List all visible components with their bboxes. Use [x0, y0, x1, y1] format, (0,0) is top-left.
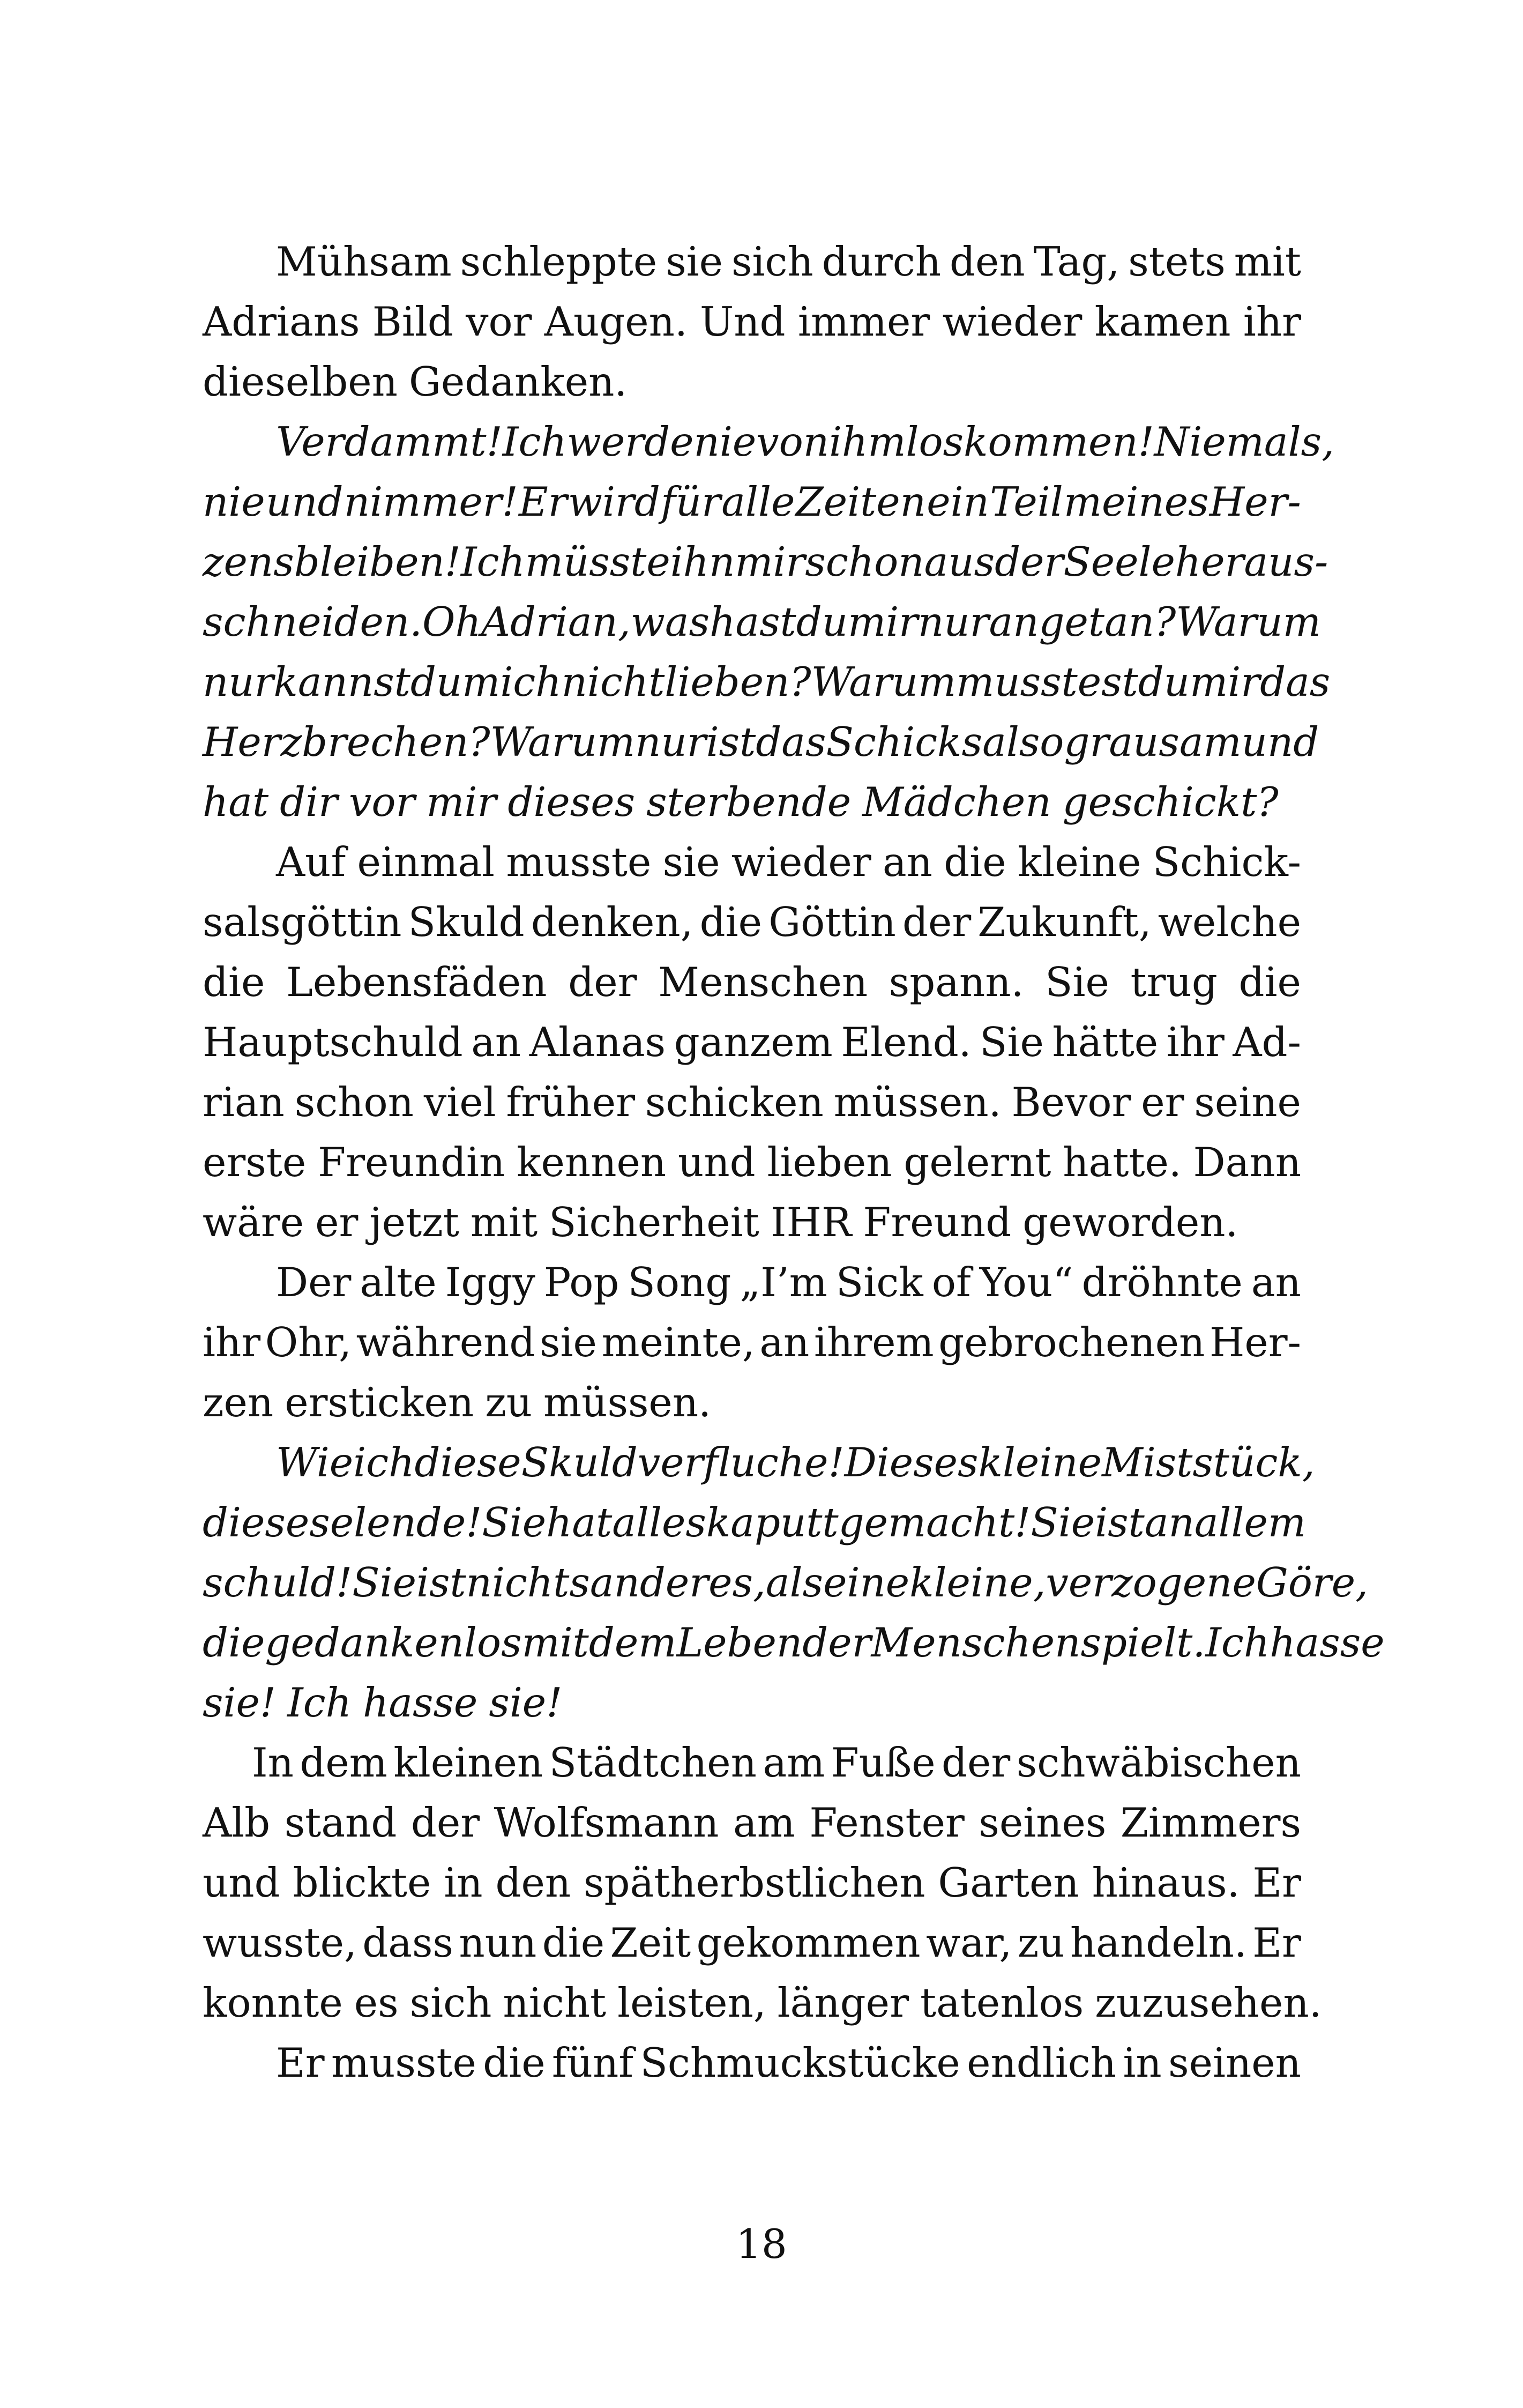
word: Elend.	[841, 1019, 972, 1066]
word: ganzem	[674, 1019, 833, 1066]
word: mit	[521, 1619, 589, 1666]
word: du	[796, 598, 848, 645]
word: durch	[822, 238, 942, 285]
word: musste	[506, 838, 652, 886]
text-line	[203, 1552, 1368, 1612]
word: Dieses	[844, 1439, 979, 1486]
text-line	[203, 1312, 1301, 1372]
word: Mädchen	[862, 778, 1051, 826]
word: zu	[1017, 1919, 1065, 1966]
word: Leben	[676, 1619, 803, 1666]
word: Gedanken.	[408, 358, 628, 405]
word: war,	[925, 1919, 1012, 1966]
word: mir	[426, 778, 497, 826]
word: müsste	[525, 538, 670, 585]
word: kleine	[978, 1439, 1102, 1486]
word: schleppte	[460, 238, 658, 285]
word: sie!	[203, 1679, 276, 1726]
word: Ad-	[1233, 1019, 1301, 1066]
word: kleine,	[909, 1559, 1046, 1606]
word: Lebensfäden	[286, 958, 547, 1006]
text-line	[203, 1132, 1301, 1192]
text-line	[203, 2033, 1301, 2093]
word: so	[1019, 718, 1064, 765]
text-line	[203, 652, 1331, 712]
word: hasse	[1270, 1619, 1385, 1666]
word: müssen.	[833, 1079, 1002, 1126]
word: „I’m	[740, 1259, 827, 1306]
word: ihn	[670, 538, 735, 585]
word: denken,	[531, 898, 693, 946]
word: ist	[706, 718, 756, 765]
word: Augen.	[544, 298, 688, 345]
word: dir	[280, 778, 338, 826]
word: spann.	[889, 958, 1024, 1006]
word: mir	[1190, 658, 1260, 705]
word: seine	[1194, 1079, 1301, 1126]
word: gelernt	[904, 1139, 1051, 1186]
text-line	[203, 1853, 1301, 1913]
word: handeln.	[1070, 1919, 1247, 1966]
word: Und	[700, 298, 786, 345]
word: heraus-	[1175, 538, 1328, 585]
word: Warum	[1176, 598, 1321, 645]
word: nur	[918, 598, 989, 645]
word: zu	[485, 1379, 533, 1426]
text-line	[203, 1072, 1301, 1132]
word: die	[1238, 958, 1301, 1006]
word: und	[1241, 718, 1319, 765]
word: wäre	[203, 1199, 304, 1246]
word: am	[763, 1739, 825, 1786]
word: Sie	[1045, 958, 1109, 1006]
text-line	[203, 1432, 1315, 1492]
text-line	[203, 292, 1301, 352]
word: seines	[979, 1799, 1107, 1846]
word: von	[756, 418, 830, 465]
word: schuld!	[203, 1559, 353, 1606]
word: Adrian,	[481, 598, 631, 645]
word: schicken	[645, 1079, 824, 1126]
word: Wolfsmann	[494, 1799, 719, 1846]
word: an	[882, 838, 932, 886]
word: schon	[294, 1079, 414, 1126]
body-text	[203, 232, 1385, 2093]
word: das	[1260, 658, 1331, 705]
word: an	[1251, 1259, 1301, 1306]
word: meines	[1063, 478, 1209, 525]
word: mir	[735, 538, 805, 585]
word: ihr	[203, 1319, 261, 1366]
word: mich	[462, 658, 562, 705]
word: der	[802, 1619, 871, 1666]
word: konnte	[203, 1979, 343, 2026]
word: du	[410, 658, 462, 705]
word: nimmer!	[344, 478, 518, 525]
text-line	[203, 472, 1301, 532]
word: mit	[1234, 238, 1301, 285]
word: gedankenlos	[265, 1619, 522, 1666]
word: dieselben	[203, 358, 398, 405]
word: Teil	[990, 478, 1063, 525]
word: der	[410, 1799, 480, 1846]
word: die	[203, 958, 265, 1006]
word: wusste,	[203, 1919, 357, 1966]
word: Fenster	[809, 1799, 965, 1846]
word: Ich	[502, 418, 567, 465]
word: lieben	[767, 1139, 892, 1186]
word: angetan?	[989, 598, 1176, 645]
word: Niemals,	[1154, 418, 1334, 465]
word: stand	[284, 1799, 397, 1846]
word: sie	[540, 1319, 597, 1366]
word: hast	[710, 598, 796, 645]
word: In	[252, 1739, 294, 1786]
word: spätherbstlichen	[584, 1859, 925, 1906]
word: früher	[506, 1079, 635, 1126]
word: mit	[470, 1199, 538, 1246]
word: ich	[353, 1439, 415, 1486]
word: Fuße	[831, 1739, 936, 1786]
word: seinen	[1168, 2039, 1301, 2086]
word: Zukunft,	[977, 898, 1152, 946]
word: IHR	[770, 1199, 852, 1246]
word: Schmuckstücke	[640, 2039, 960, 2086]
word: dem	[300, 1739, 387, 1786]
word: ihm	[829, 418, 906, 465]
text-line	[203, 232, 1301, 292]
word: kleine	[1017, 838, 1141, 886]
word: ihrem	[814, 1319, 934, 1366]
text-line	[203, 712, 1319, 772]
word: Hauptschuld	[203, 1019, 463, 1066]
word: nun	[459, 1919, 537, 1966]
text-line	[203, 1612, 1385, 1673]
word: blickte	[293, 1859, 431, 1906]
word: anderes,	[589, 1559, 766, 1606]
word: Städtchen	[549, 1739, 757, 1786]
text-line	[203, 532, 1328, 592]
word: Ich	[1205, 1619, 1270, 1666]
word: Er	[276, 2039, 325, 2086]
word: Skuld	[521, 1439, 638, 1486]
word: sie	[662, 838, 720, 886]
word: sterbende	[646, 778, 852, 826]
word: und	[203, 1859, 280, 1906]
word: endlich	[967, 2039, 1117, 2086]
text-line	[203, 1913, 1301, 1973]
word: erste	[203, 1139, 307, 1186]
word: was	[630, 598, 710, 645]
word: jetzt	[369, 1199, 459, 1246]
word: nie	[203, 478, 265, 525]
word: er	[1141, 1079, 1184, 1126]
word: kannst	[273, 658, 410, 705]
word: zen	[203, 1379, 274, 1426]
word: stets	[1128, 238, 1226, 285]
word: ihr	[1166, 1019, 1225, 1066]
word: am	[733, 1799, 795, 1846]
word: länger	[777, 1979, 909, 2026]
word: ist	[1095, 1499, 1145, 1546]
word: diese	[414, 1439, 521, 1486]
text-line	[203, 1012, 1301, 1072]
word: Er	[518, 478, 568, 525]
text-line	[203, 412, 1334, 472]
word: Song	[628, 1259, 731, 1306]
word: Pop	[543, 1259, 619, 1306]
word: es	[354, 1979, 399, 2026]
word: Adrians	[203, 298, 360, 345]
word: Tag,	[1033, 238, 1120, 285]
word: nicht	[561, 658, 665, 705]
word: werde	[566, 418, 694, 465]
word: You“	[979, 1259, 1073, 1306]
word: immer	[797, 298, 930, 345]
word: Göre,	[1256, 1559, 1368, 1606]
word: kamen	[1094, 298, 1231, 345]
text-line	[203, 772, 1301, 832]
word: und	[678, 1139, 756, 1186]
word: hätte	[1052, 1019, 1159, 1066]
word: leisten,	[617, 1979, 766, 2026]
text-line	[203, 1733, 1301, 1793]
word: mir	[848, 598, 919, 645]
word: geworden.	[1022, 1199, 1238, 1246]
word: gekommen	[696, 1919, 921, 1966]
word: Iggy	[445, 1259, 535, 1306]
word: in	[444, 1859, 483, 1906]
word: das	[756, 718, 826, 765]
word: meinte,	[601, 1319, 755, 1366]
text-line	[203, 1192, 1301, 1252]
word: Herz	[203, 718, 302, 765]
word: Freundin	[318, 1139, 505, 1186]
word: schon	[805, 538, 924, 585]
word: nicht	[503, 1979, 607, 2026]
word: loskommen!	[906, 418, 1154, 465]
word: Miststück,	[1102, 1439, 1315, 1486]
word: die	[203, 1619, 265, 1666]
word: wird	[568, 478, 660, 525]
word: hat	[546, 1499, 613, 1546]
word: dass	[362, 1919, 453, 1966]
word: sich	[409, 1979, 492, 2026]
word: ist	[416, 1559, 466, 1606]
word: Ich	[460, 538, 525, 585]
word: Sick	[835, 1259, 923, 1306]
word: den	[949, 238, 1025, 285]
word: als	[765, 1559, 824, 1606]
word: Zeit	[610, 1919, 691, 1966]
text-line	[203, 352, 1301, 412]
text-line	[203, 1793, 1301, 1853]
word: Sie	[352, 1559, 417, 1606]
word: hinaus.	[1092, 1859, 1240, 1906]
word: eine	[823, 1559, 910, 1606]
word: of	[931, 1259, 971, 1306]
word: nur	[203, 658, 274, 705]
word: hat	[203, 778, 269, 826]
word: Alb	[203, 1799, 271, 1846]
word: er	[315, 1199, 359, 1246]
word: und	[265, 478, 344, 525]
word: dieses	[507, 778, 636, 826]
text-line	[203, 1372, 1301, 1432]
word: Warum	[490, 718, 636, 765]
text-line	[203, 892, 1301, 952]
word: Zeiten	[795, 478, 926, 525]
word: Her-	[1210, 1319, 1301, 1366]
word: grausam	[1064, 718, 1242, 765]
word: Oh	[422, 598, 481, 645]
word: zuzusehen.	[1095, 1979, 1322, 2026]
word: Alanas	[529, 1019, 666, 1066]
word: geschickt?	[1062, 778, 1279, 826]
word: an	[759, 1319, 810, 1366]
text-line	[203, 592, 1321, 652]
word: Sie	[482, 1499, 547, 1546]
word: dröhnte	[1081, 1259, 1243, 1306]
word: verzogene	[1046, 1559, 1256, 1606]
word: kleinen	[393, 1739, 543, 1786]
word: kennen	[517, 1139, 667, 1186]
word: Menschen	[871, 1619, 1081, 1666]
word: den	[495, 1859, 571, 1906]
word: rian	[203, 1079, 285, 1126]
word: die	[483, 2039, 546, 2086]
page-number: 18	[736, 2220, 787, 2268]
word: gebrochenen	[938, 1319, 1205, 1366]
word: du	[1138, 658, 1190, 705]
word: einmal	[357, 838, 495, 886]
word: Er	[1252, 1859, 1301, 1906]
word: nur	[635, 718, 706, 765]
word: wieder	[942, 298, 1082, 345]
word: Menschen	[658, 958, 868, 1006]
word: der	[568, 958, 637, 1006]
word: musste	[331, 2039, 476, 2086]
word: Bevor	[1011, 1079, 1131, 1126]
word: Auf	[276, 838, 346, 886]
word: sie	[666, 238, 723, 285]
word: vor	[466, 298, 532, 345]
word: alles	[612, 1499, 706, 1546]
word: Seele	[1063, 538, 1175, 585]
word: sie!	[489, 1679, 563, 1726]
word: lieben?	[665, 658, 811, 705]
word: musstest	[956, 658, 1138, 705]
word: allem	[1194, 1499, 1307, 1546]
word: an	[1144, 1499, 1194, 1546]
word: ein	[927, 478, 989, 525]
word: sich	[731, 238, 813, 285]
word: an	[471, 1019, 521, 1066]
text-line	[203, 1492, 1307, 1552]
word: zens	[203, 538, 294, 585]
word: die	[542, 1919, 605, 1966]
word: Ich	[287, 1679, 352, 1726]
text-line	[203, 1973, 1322, 2033]
word: der	[942, 1739, 1011, 1786]
text-line	[203, 1673, 1301, 1733]
word: Wie	[276, 1439, 354, 1486]
word: nichts	[466, 1559, 590, 1606]
word: ihr	[1243, 298, 1301, 345]
word: fünf	[551, 2039, 634, 2086]
text-line	[203, 1252, 1301, 1312]
word: Bild	[372, 298, 453, 345]
word: verfluche!	[637, 1439, 845, 1486]
word: Mühsam	[276, 238, 452, 285]
word: viel	[423, 1079, 496, 1126]
word: Zimmers	[1120, 1799, 1301, 1846]
word: wieder	[731, 838, 871, 886]
word: spielt.	[1080, 1619, 1206, 1666]
word: hatte.	[1063, 1139, 1182, 1186]
word: aus	[924, 538, 995, 585]
word: Verdammt!	[276, 418, 503, 465]
word: Ohr,	[265, 1319, 352, 1366]
word: dem	[588, 1619, 677, 1666]
word: schwäbischen	[1016, 1739, 1301, 1786]
word: bleiben!	[294, 538, 461, 585]
word: Her-	[1209, 478, 1301, 525]
word: tatenlos	[920, 1979, 1084, 2026]
word: kaputtgemacht!	[706, 1499, 1031, 1546]
word: brechen?	[302, 718, 490, 765]
word: alle	[721, 478, 795, 525]
word: ersticken	[285, 1379, 474, 1426]
word: die	[944, 838, 1006, 886]
word: der	[902, 898, 972, 946]
word: Skuld	[408, 898, 525, 946]
word: Sie	[1031, 1499, 1095, 1546]
word: Der	[276, 1259, 352, 1306]
word: der	[995, 538, 1064, 585]
word: nie	[693, 418, 757, 465]
word: die	[699, 898, 763, 946]
word: Sie	[980, 1019, 1044, 1066]
word: Er	[1252, 1919, 1301, 1966]
word: müssen.	[543, 1379, 711, 1426]
word: alte	[360, 1259, 437, 1306]
text-line	[203, 832, 1301, 892]
word: welche	[1158, 898, 1301, 946]
word: Freund	[863, 1199, 1012, 1246]
text-line	[203, 952, 1301, 1012]
word: hasse	[362, 1679, 478, 1726]
word: Schick-	[1152, 838, 1301, 886]
word: Göttin	[768, 898, 896, 946]
word: Garten	[938, 1859, 1079, 1906]
word: in	[1123, 2039, 1162, 2086]
word: Dann	[1193, 1139, 1301, 1186]
word: Warum	[811, 658, 957, 705]
word: für	[661, 478, 721, 525]
word: während	[356, 1319, 535, 1366]
word: trug	[1130, 958, 1218, 1006]
word: vor	[349, 778, 415, 826]
word: dieses	[203, 1499, 330, 1546]
word: salsgöttin	[203, 898, 402, 946]
word: elende!	[330, 1499, 482, 1546]
word: Sicherheit	[549, 1199, 759, 1246]
word: schneiden.	[203, 598, 423, 645]
word: Schicksal	[826, 718, 1019, 765]
